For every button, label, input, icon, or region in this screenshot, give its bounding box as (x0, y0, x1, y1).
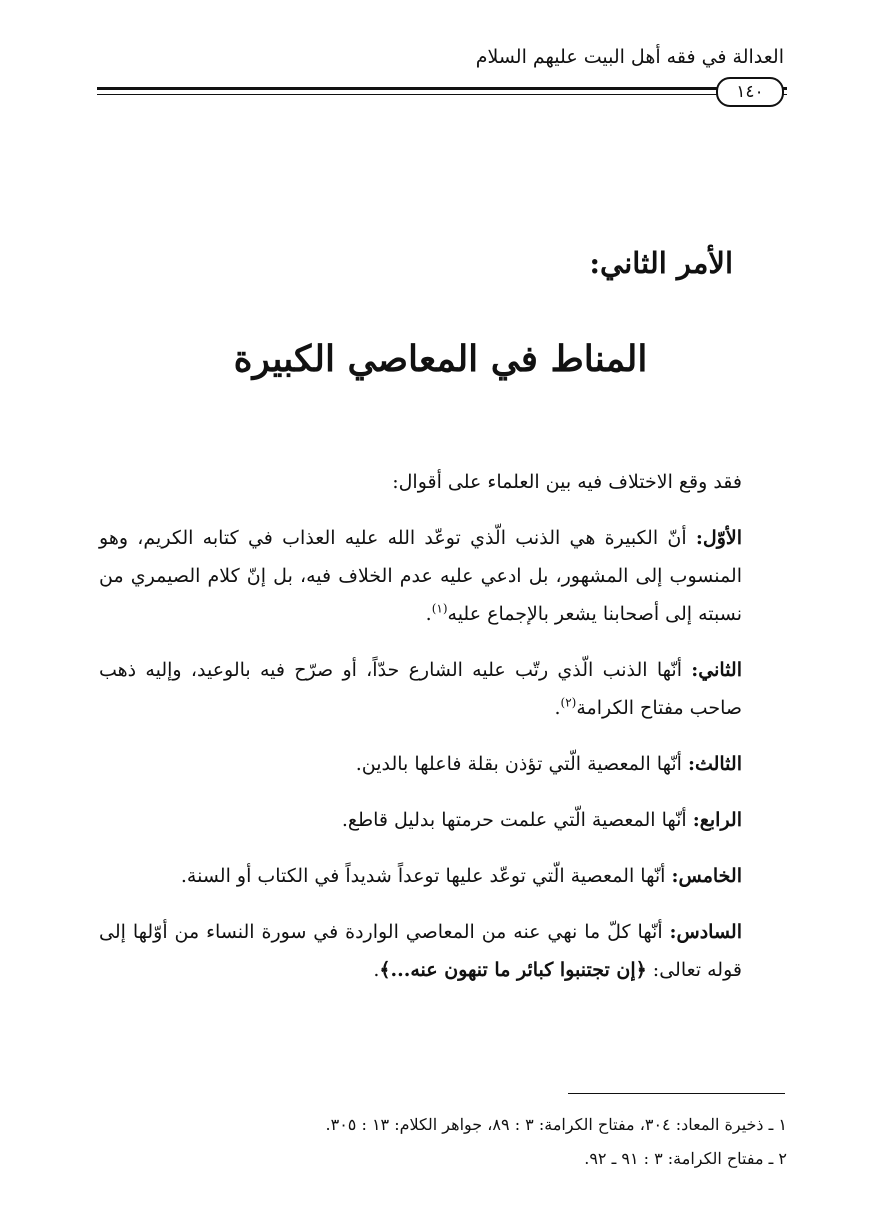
footnote-1: ١ ـ ذخيرة المعاد: ٣٠٤، مفتاح الكرامة: ٣ : ٨٩، جواهر الكلام: ١٣ : ٣٠٥. (325, 1115, 787, 1134)
quran-verse: ﴿إن تجتنبوا كبائر ما تنهون عنه...﴾ (379, 959, 647, 981)
opinion-text: أنّها المعصية الّتي تؤذن بقلة فاعلها بالدين. (355, 753, 688, 775)
opinion-end: . (425, 603, 432, 625)
section-label: الأمر الثاني: (589, 246, 733, 280)
opinion-2 (99, 651, 742, 727)
page-number-frame (716, 77, 784, 107)
opinion-term: الأوّل: (695, 527, 742, 549)
opinion-1 (99, 519, 742, 633)
footnote-separator (568, 1093, 785, 1094)
opinion-term: الثالث: (687, 753, 742, 775)
opinion-end: . (554, 697, 561, 719)
page-number: ١٤٠ (736, 82, 764, 102)
opinion-term: السادس: (669, 921, 742, 943)
opinion-text: أنّها المعصية الّتي توعّد عليها توعداً شديداً في الكتاب أو السنة. (180, 865, 672, 887)
opinion-text: أنّها المعصية الّتي علمت حرمتها بدليل قاطع. (341, 809, 693, 831)
running-title: العدالة في فقه أهل البيت عليهم السلام (475, 46, 784, 68)
footnote-ref-1: (١) (431, 601, 448, 616)
body-text (99, 463, 742, 1007)
opinion-6 (99, 913, 742, 989)
opinion-term: الثاني: (691, 659, 742, 681)
footnotes (99, 1108, 787, 1176)
footnote-ref-2: (٢) (560, 695, 577, 710)
intro-paragraph: فقد وقع الاختلاف فيه بين العلماء على أقوال: (392, 471, 742, 493)
opinion-3 (99, 745, 742, 783)
opinion-text: أنّها كلّ ما نهي عنه من المعاصي الواردة في سورة النساء من أوّلها إلى قوله تعالى: (99, 921, 742, 981)
opinion-end: . (373, 959, 380, 981)
opinion-text: أنّها الذنب الّذي رتّب عليه الشارع حدّاً، أو صرّح فيه بالوعيد، وإليه ذهب صاحب مفتاح الكرامة (99, 659, 742, 719)
footnote-2: ٢ ـ مفتاح الكرامة: ٣ : ٩١ ـ ٩٢. (584, 1149, 787, 1168)
opinion-text: أنّ الكبيرة هي الذنب الّذي توعّد الله عليه العذاب في كتابه الكريم، وهو المنسوب إلى المشهور، بل ادعي عليه عدم الخلاف فيه، بل إنّ كلام الصيمري من نسبته إلى أصحابنا يشعر بالإجماع عليه (99, 527, 742, 625)
opinion-5 (99, 857, 742, 895)
opinion-4 (99, 801, 742, 839)
opinion-term: الخامس: (671, 865, 742, 887)
opinion-term: الرابع: (692, 809, 742, 831)
header-rule-thick (97, 87, 787, 90)
header-rule-thin (97, 94, 787, 95)
chapter-title: المناط في المعاصي الكبيرة (233, 338, 648, 380)
